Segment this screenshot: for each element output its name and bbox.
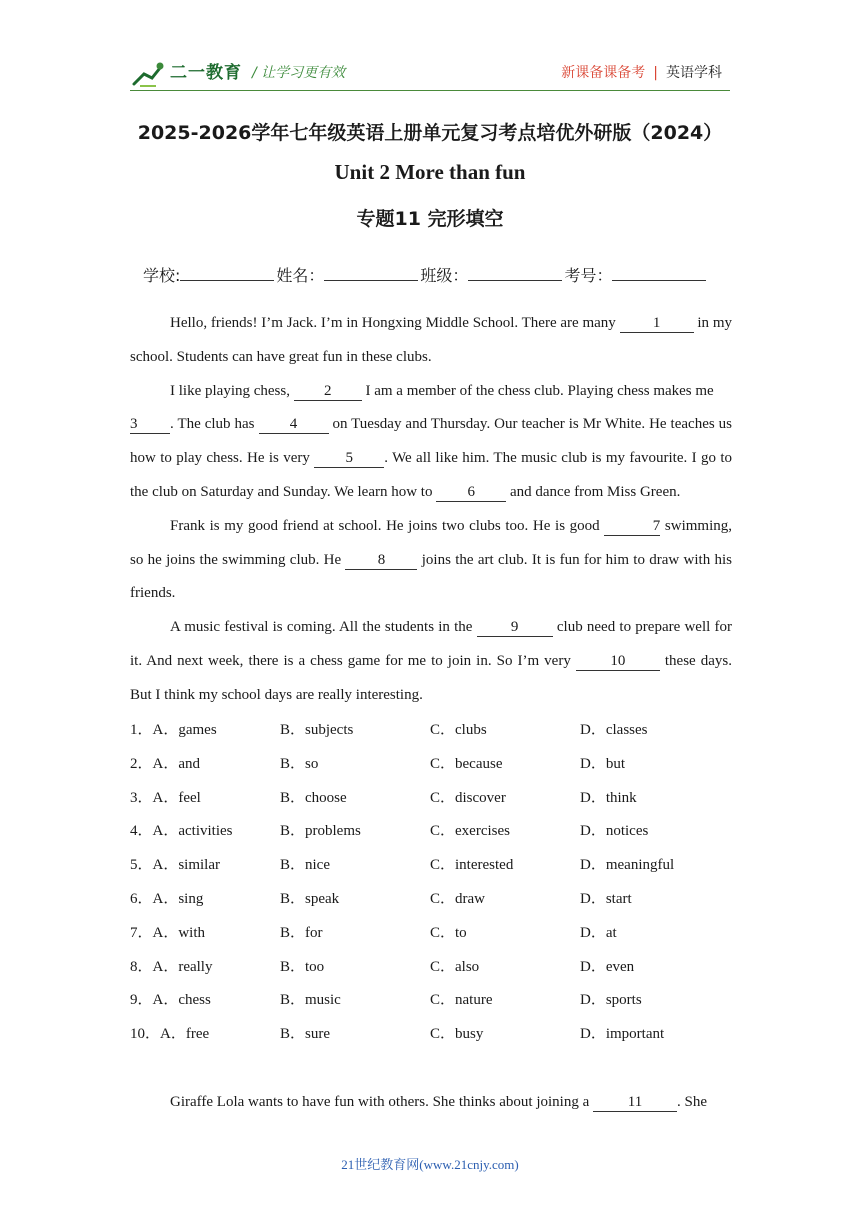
passage-text: Frank is my good friend at school. He joins two clubs too. He is good xyxy=(170,517,605,534)
option-row xyxy=(130,716,732,750)
passage-paragraph xyxy=(130,408,732,509)
passage-text: swimming, so he joins the swimming club. He xyxy=(130,517,732,568)
blank-5: 5 xyxy=(314,449,384,468)
options-list xyxy=(130,716,732,1054)
option-b: B．subjects xyxy=(280,722,354,738)
option-row xyxy=(130,750,732,784)
class-blank[interactable] xyxy=(468,264,562,281)
option-a: 9．A．chess xyxy=(130,992,211,1009)
cloze-passage-2 xyxy=(130,1086,732,1120)
option-row xyxy=(130,1020,732,1054)
blank-4: 4 xyxy=(259,415,329,434)
option-d: D．sports xyxy=(580,992,642,1009)
unit-title: Unit 2 More than fun xyxy=(334,160,526,184)
logo-text: 二一教育 xyxy=(170,63,242,83)
passage-text: joins the art club. It is fun for him to draw with his friends. xyxy=(130,551,732,602)
passage-text: and dance from Miss Green. xyxy=(506,483,681,500)
option-d: D．important xyxy=(580,1026,665,1043)
blank-11: 11 xyxy=(593,1093,677,1112)
number-label: 考号： xyxy=(564,266,613,285)
blank-9: 9 xyxy=(477,618,553,637)
option-row xyxy=(130,986,732,1020)
passage-text: . She xyxy=(676,1094,707,1110)
option-c: C．exercises xyxy=(430,823,510,840)
option-d: D．think xyxy=(580,789,637,806)
topic-title: 专题11 完形填空 xyxy=(356,208,504,230)
option-a: 2．A．and xyxy=(130,755,200,772)
option-c: C．interested xyxy=(430,857,514,874)
option-row xyxy=(130,817,732,851)
name-label: 姓名： xyxy=(276,266,325,285)
passage-paragraph xyxy=(130,611,732,712)
option-c: C．discover xyxy=(430,789,506,806)
passage-text: in my school. Students can have great fun in these clubs. xyxy=(130,315,732,365)
school-label: 学校: xyxy=(143,266,181,285)
option-a: 7．A．with xyxy=(130,924,206,941)
option-d: D．start xyxy=(580,890,632,907)
option-a: 8．A．really xyxy=(130,958,213,975)
option-b: B．sure xyxy=(280,1026,330,1043)
header-subject: 英语学科 xyxy=(666,65,722,81)
option-d: D．at xyxy=(580,924,617,941)
passage-text: . The club has xyxy=(170,416,259,433)
option-a: 4．A．activities xyxy=(130,823,233,840)
page-header xyxy=(130,56,730,91)
option-d: D．classes xyxy=(580,722,648,738)
passage-paragraph xyxy=(130,307,732,375)
passage-text: A music festival is coming. All the students in the xyxy=(170,619,477,636)
option-c: C．nature xyxy=(430,992,493,1009)
option-row xyxy=(130,885,732,919)
page-footer[interactable]: 21世纪教育网(www.21cnjy.com) xyxy=(341,1157,519,1172)
passage-paragraph xyxy=(130,510,732,611)
option-b: B．too xyxy=(280,958,325,975)
cloze-passage-1 xyxy=(130,307,732,713)
passage-text: Hello, friends! I’m Jack. I’m in Hongxing Middle School. There are many xyxy=(170,315,620,331)
option-b: B．nice xyxy=(280,857,330,874)
option-b: B．problems xyxy=(280,823,361,840)
option-c: C．to xyxy=(430,924,467,941)
blank-1: 1 xyxy=(620,314,694,333)
option-row xyxy=(130,784,732,818)
blank-2: 2 xyxy=(294,382,362,401)
option-b: B．speak xyxy=(280,890,340,907)
header-slogan: / 让学习更有效 xyxy=(252,65,346,81)
name-blank[interactable] xyxy=(324,264,418,281)
option-b: B．choose xyxy=(280,789,347,806)
option-b: B．for xyxy=(280,924,323,941)
school-blank[interactable] xyxy=(180,264,274,281)
passage-text: on Tuesday and Thursday. Our teacher is Mr White. He teaches us how to play chess. He is very xyxy=(130,416,732,467)
passage-text: club need to prepare well for it. And next week, there is a chess game for me to join in. So I’m very xyxy=(130,619,732,669)
option-a: 10．A．free xyxy=(130,1026,210,1043)
passage-paragraph xyxy=(130,1086,732,1120)
option-row xyxy=(130,919,732,953)
blank-6: 6 xyxy=(436,483,506,502)
passage-text: I like playing chess, xyxy=(170,382,294,399)
number-blank[interactable] xyxy=(612,264,706,281)
option-d: D．meaningful xyxy=(580,857,675,874)
passage-text: I am a member of the chess club. Playing chess makes me xyxy=(361,382,714,399)
option-c: C．draw xyxy=(430,890,485,907)
option-row xyxy=(130,851,732,885)
blank-8: 8 xyxy=(345,551,417,570)
option-d: D．even xyxy=(580,958,635,975)
class-label: 班级： xyxy=(420,266,469,285)
header-separator: | xyxy=(653,65,658,81)
option-a: 3．A．feel xyxy=(130,789,201,806)
option-d: D．notices xyxy=(580,823,649,840)
option-d: D．but xyxy=(580,755,626,772)
passage-text: these days. But I think my school days are really interesting. xyxy=(130,652,732,703)
option-a: 5．A．similar xyxy=(130,857,220,874)
student-info-row xyxy=(143,263,708,286)
option-a: 6．A．sing xyxy=(130,890,204,907)
option-c: C．clubs xyxy=(430,722,487,738)
option-b: B．music xyxy=(280,992,341,1009)
blank-7: 7 xyxy=(604,517,660,536)
passage-paragraph xyxy=(130,375,732,409)
passage-text: . We all like him. The music club is my favourite. I go to the club on Saturday and Sunday. We learn how to xyxy=(130,450,732,500)
doc-title: 2025-2026学年七年级英语上册单元复习考点培优外研版（2024） xyxy=(137,122,723,144)
option-c: C．because xyxy=(430,755,503,772)
option-c: C．busy xyxy=(430,1026,484,1043)
blank-3: 3 xyxy=(130,415,170,434)
option-row xyxy=(130,953,732,987)
option-a: 1．A．games xyxy=(130,722,217,738)
option-b: B．so xyxy=(280,755,319,772)
header-subject-red: 新课备课备考 xyxy=(561,65,646,81)
header-right xyxy=(561,62,722,82)
option-c: C．also xyxy=(430,958,480,975)
passage-text: Giraffe Lola wants to have fun with others. She thinks about joining a xyxy=(170,1094,593,1110)
blank-10: 10 xyxy=(576,652,660,671)
